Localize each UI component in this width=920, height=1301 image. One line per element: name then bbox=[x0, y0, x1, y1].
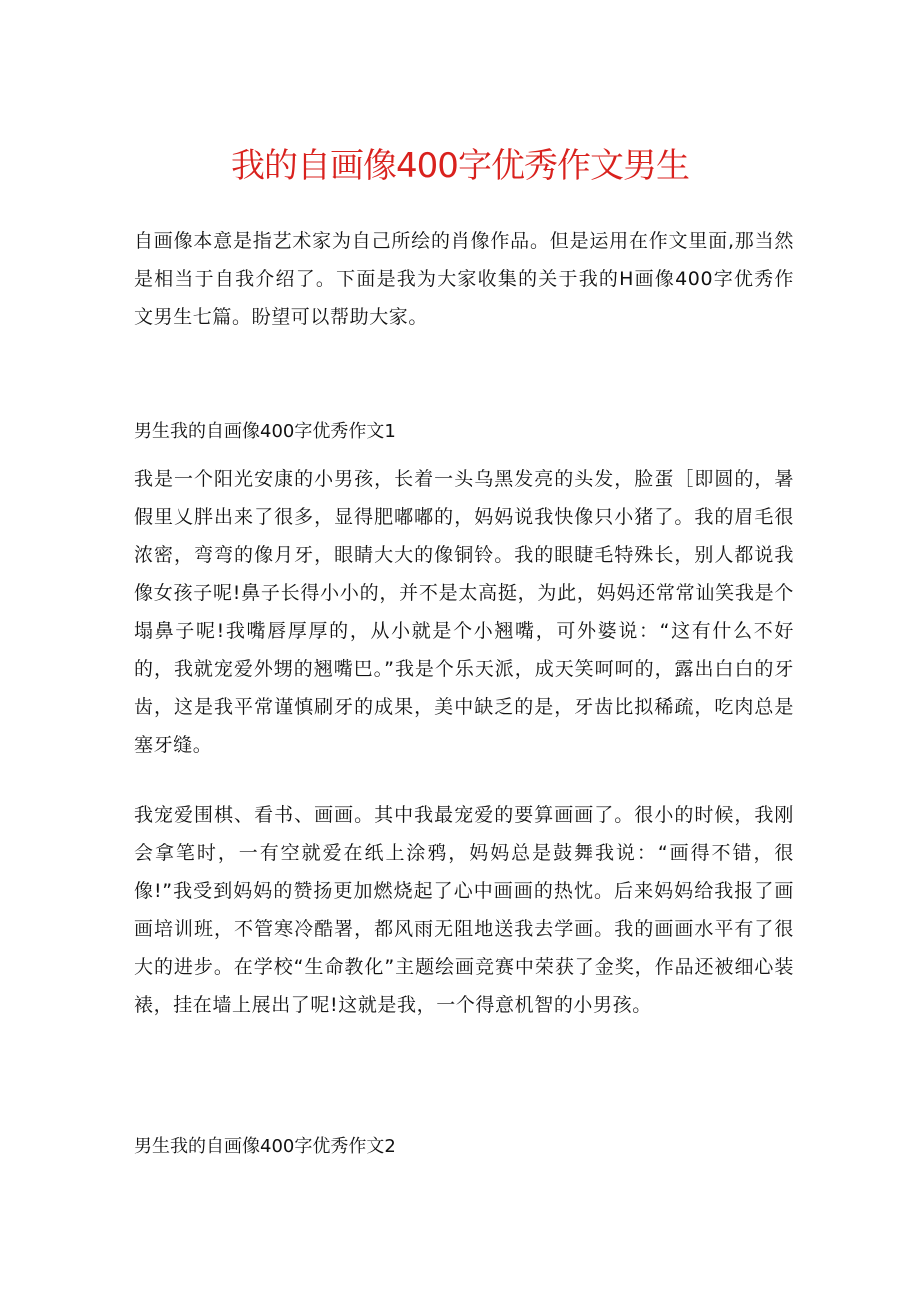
essay-2-heading: 男生我的自画像400字优秀作文2 bbox=[134, 1136, 396, 1157]
document-title: 我的自画像400字优秀作文男生 bbox=[231, 146, 689, 186]
intro-paragraph: 自画像本意是指艺术家为自己所绘的肖像作品。但是运用在作文里面,那当然是相当于自我介绍了。下面是我为大家收集的关于我的H画像400字优秀作文男生七篇。盼望可以帮助大家。 bbox=[134, 230, 794, 328]
essay-1-paragraph-1: 我是一个阳光安康的小男孩，长着一头乌黑发亮的头发，脸蛋［即圆的，暑假里乂胖出来了很多，显得肥嘟嘟的，妈妈说我快像只小猪了。我的眉毛很浓密，弯弯的像月牙，眼睛大大的像铜铃。我的眼睫毛特殊长，别人都说我像女孩子呢!鼻子长得小小的，并不是太高挺，为此，妈妈还常常讪笑我是个塌鼻子呢!我嘴唇厚厚的，从小就是个小翘嘴，可外婆说：“这有什么不好的，我就宠爱外甥的翘嘴巴。”我是个乐天派，成天笑呵呵的，露出白白的牙齿，这是我平常谨慎刷牙的成果，美中缺乏的是，牙齿比拟稀疏，吃肉总是塞牙缝。 bbox=[134, 468, 794, 756]
essay-1-paragraph-2: 我宠爱围棋、看书、画画。其中我最宠爱的要算画画了。很小的时候，我刚会拿笔时，一有空就爱在纸上涂鸦，妈妈总是鼓舞我说：“画得不错，很像!”我受到妈妈的赞扬更加燃烧起了心中画画的热忱。后来妈妈给我报了画画培训班，不管寒冷酷署，都风雨无阻地送我去学画。我的画画水平有了很大的进步。在学校“生命教化”主题绘画竞赛中荣获了金奖，作品还被细心装裱，挂在墙上展出了呢!这就是我，一个得意机智的小男孩。 bbox=[134, 804, 794, 1016]
essay-1-heading: 男生我的自画像400字优秀作文1 bbox=[134, 421, 396, 442]
